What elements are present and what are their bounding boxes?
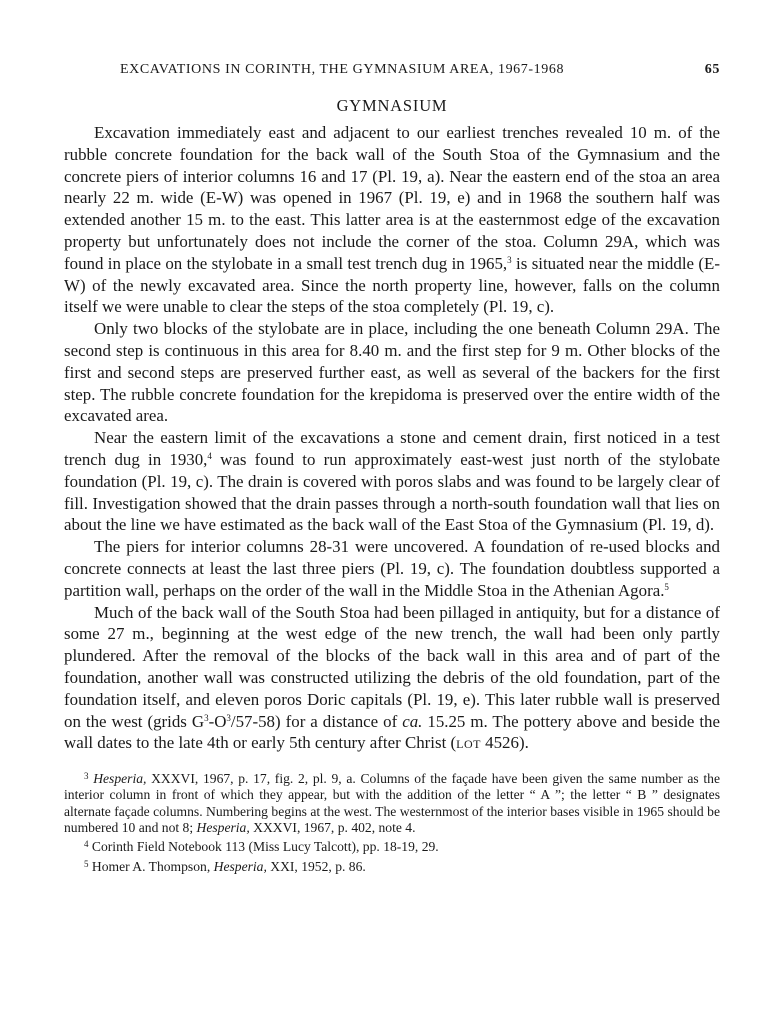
footnote-4 [64, 836, 720, 855]
footnote-text: Homer A. Thompson, [88, 858, 214, 874]
running-title: EXCAVATIONS IN CORINTH, THE GYMNASIUM AREA, 1967-1968 [120, 62, 565, 77]
footnote-5 [64, 856, 720, 875]
paragraph-text: Excavation immediately east and adjacent to our earliest trenches revealed 10 m. of the rubble concrete foundation for the back wall of the South Stoa of the Gymnasium and the concrete piers of interior columns 16 and 17 (Pl. 19, a). Near the eastern end of the stoa an area nearly 22 m. wide (E-W) was opened in 1967 (Pl. 19, e) and in 1968 the southern half was extended another 15 m. to the east. This latter area is at the easternmost edge of the excavation property but unfortunately does not include the corner of the stoa. Column 29A, which was found in place on the stylobate in a small test trench dug in 1965, [64, 123, 720, 273]
running-head [64, 60, 720, 84]
paragraph [64, 122, 720, 318]
journal-title: Hesperia, [93, 771, 147, 787]
paragraph [64, 602, 720, 757]
footnote-mark: 4 [84, 839, 89, 850]
footnote-text: XXXVI, 1967, p. 402, note 4. [249, 820, 416, 835]
footnote-text: XXXVI, 1967, p. 17, fig. 2, pl. 9, a. Columns of the façade have been given the same number as the interior column in front of which they appear, but with the addition of the letter “ A ”; the letter “ B ” designates alternate façade columns. Numbering begins at the west. The westernmost of the interior bases visible in 1965 should be numbered 10 and not 8; [64, 771, 720, 835]
journal-title: Hesperia, [196, 820, 250, 835]
paragraph [64, 318, 720, 427]
paragraph-text: is situated near the middle (E-W) of the newly excavated area. Since the north property line, however, falls on the column itself we were unable to clear the steps of the stoa completely (Pl. 19, c). [64, 253, 720, 317]
document-page [64, 60, 720, 875]
footnote-ref: 3 [507, 254, 512, 265]
paragraph-text: Only two blocks of the stylobate are in place, including the one beneath Column 29A. The second step is continuous in this area for 8.40 m. and the first step for 9 m. Other blocks of the first and second steps are preserved further east, as well as several of the backers for the first step. The rubble concrete foundation for the krepidoma is preserved over the entire width of the excavated area. [64, 319, 720, 426]
footnote-ref: 4 [207, 450, 212, 461]
grid-superscript: 3 [204, 712, 209, 723]
footnote-text: XXI, 1952, p. 86. [266, 858, 366, 874]
paragraph-text: The piers for interior columns 28-31 were uncovered. A foundation of re-used blocks and concrete connects at least the last three piers (Pl. 19, c). The foundation doubtless supported a partition wall, perhaps on the order of the wall in the Middle Stoa in the Athenian Agora. [64, 537, 720, 600]
footnote-mark: 5 [84, 858, 89, 869]
footnotes [64, 768, 720, 875]
paragraph-text: /57-58) for a distance of [230, 711, 403, 731]
paragraph [64, 536, 720, 601]
journal-title: Hesperia, [213, 858, 267, 874]
paragraph-text: 15.25 m. The pottery above and beside the wall dates to the late 4th or early 5th century after Christ ( [64, 711, 720, 753]
page-number: 65 [704, 62, 720, 77]
lot-smallcaps: LOT [456, 737, 481, 752]
grid-superscript: 3 [226, 712, 231, 723]
italic-ca: ca. [402, 711, 423, 731]
footnote-mark: 3 [84, 771, 89, 782]
section-title: GYMNASIUM [336, 96, 448, 115]
paragraph [64, 427, 720, 536]
footnote-text: Corinth Field Notebook 113 (Miss Lucy Talcott), pp. 18-19, 29. [88, 839, 439, 855]
footnote-ref: 5 [664, 581, 669, 592]
paragraph-text: was found to run approximately east-west just north of the stylobate foundation (Pl. 19, c). The drain is covered with poros slabs and was found to be largely clear of fill. Investigation showed that the drain passes through a north-south foundation wall that lies on about the line we have estimated as the back wall of the East Stoa of the Gymnasium (Pl. 19, d). [64, 449, 720, 535]
paragraph-text: Near the eastern limit of the excavations a stone and cement drain, first noticed in a test trench dug in 1930, [64, 428, 720, 469]
paragraph-text: Much of the back wall of the South Stoa had been pillaged in antiquity, but for a distance of some 27 m., beginning at the west edge of the new trench, the wall had been only partly plundered. After the removal of the blocks of the back wall in this area and of part of the foundation, another wall was constructed utilizing the debris of the old foundation, part of the foundation itself, and eleven poros Doric capitals (Pl. 19, e). This later rubble wall is preserved on the west (grids G [64, 602, 720, 731]
paragraph-text: -O [208, 711, 227, 731]
paragraph-text: 4526). [480, 733, 529, 753]
body-text [64, 122, 720, 756]
footnote-3 [64, 768, 720, 836]
